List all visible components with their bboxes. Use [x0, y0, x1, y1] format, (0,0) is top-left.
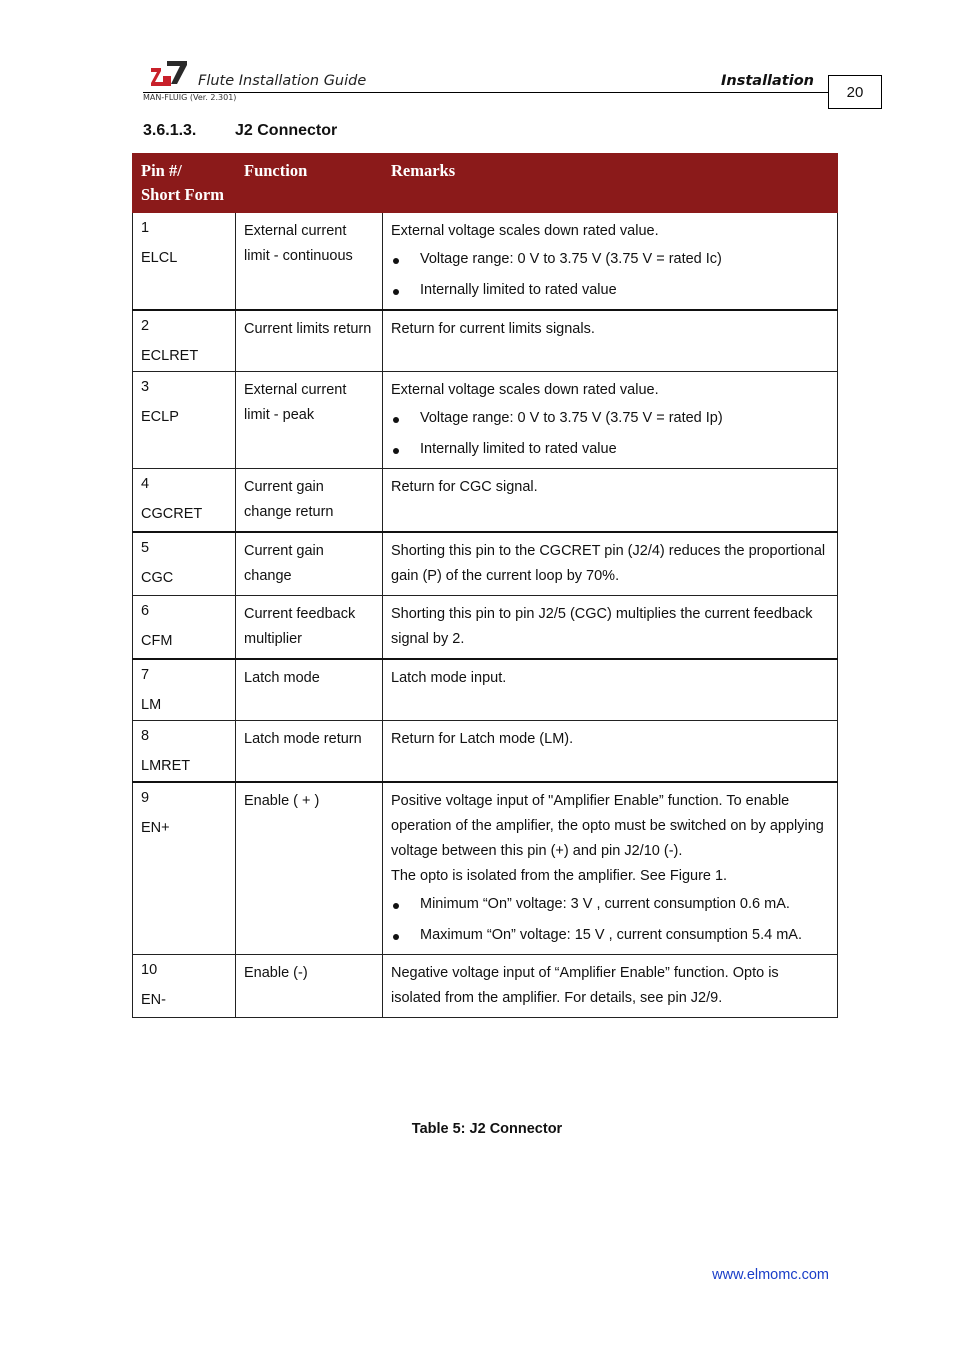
- table-row: [133, 532, 838, 596]
- function-cell: External current limit - continuous: [236, 213, 383, 311]
- pin-cell: 9 EN+: [133, 782, 236, 955]
- bullet-item: Internally limited to rated value: [391, 278, 829, 303]
- document-code: MAN-FLUIG (Ver. 2.301): [143, 93, 237, 102]
- column-header-remarks: Remarks: [383, 154, 838, 213]
- pin-cell: 3 ECLP: [133, 372, 236, 469]
- remarks-cell: External voltage scales down rated value. Voltage range: 0 V to 3.75 V (3.75 V = rated Ic) Internally limited to rated value: [383, 213, 838, 311]
- pin-cell: 6 CFM: [133, 596, 236, 660]
- remarks-cell: Latch mode input.: [383, 659, 838, 721]
- pin-cell: 10 EN-: [133, 955, 236, 1018]
- function-cell: Enable (-): [236, 955, 383, 1018]
- bullet-item: Internally limited to rated value: [391, 437, 829, 462]
- table-caption: Table 5: J2 Connector: [411, 1121, 563, 1137]
- remarks-cell: Return for Latch mode (LM).: [383, 721, 838, 783]
- pin-cell: 5 CGC: [133, 532, 236, 596]
- function-cell: Current gain change return: [236, 469, 383, 533]
- section-heading: [143, 122, 337, 140]
- function-cell: Latch mode: [236, 659, 383, 721]
- remarks-cell: Shorting this pin to pin J2/5 (CGC) multiplies the current feedback signal by 2.: [383, 596, 838, 660]
- section-title: J2 Connector: [235, 122, 338, 139]
- remarks-cell: External voltage scales down rated value. Voltage range: 0 V to 3.75 V (3.75 V = rated Ip) Internally limited to rated value: [383, 372, 838, 469]
- pin-cell: 8 LMRET: [133, 721, 236, 783]
- table-row: [133, 721, 838, 783]
- function-cell: Current gain change: [236, 532, 383, 596]
- table-row: [133, 955, 838, 1018]
- column-header-pin: Pin #/ Short Form: [133, 154, 236, 213]
- remarks-cell: Return for current limits signals.: [383, 310, 838, 372]
- pin-cell: 4 CGCRET: [133, 469, 236, 533]
- pin-cell: 7 LM: [133, 659, 236, 721]
- bullet-item: Minimum “On” voltage: 3 V , current consumption 0.6 mA.: [391, 892, 829, 917]
- section-number: 3.6.1.3.: [143, 122, 197, 139]
- bullet-item: Voltage range: 0 V to 3.75 V (3.75 V = rated Ip): [391, 406, 829, 431]
- function-cell: Current limits return: [236, 310, 383, 372]
- pin-cell: 1 ELCL: [133, 213, 236, 311]
- website-link[interactable]: www.elmomc.com: [712, 1267, 829, 1283]
- table-row: [133, 782, 838, 955]
- function-cell: Enable ( + ): [236, 782, 383, 955]
- page-header: [143, 56, 829, 102]
- table-row: [133, 310, 838, 372]
- bullet-item: Voltage range: 0 V to 3.75 V (3.75 V = rated Ic): [391, 247, 829, 272]
- function-cell: Latch mode return: [236, 721, 383, 783]
- table-row: [133, 213, 838, 311]
- column-header-function: Function: [236, 154, 383, 213]
- table-header-row: [133, 154, 838, 213]
- bullet-item: Maximum “On” voltage: 15 V , current consumption 5.4 mA.: [391, 923, 829, 948]
- section-label: Installation: [721, 73, 814, 89]
- function-cell: External current limit - peak: [236, 372, 383, 469]
- page-number: 20: [828, 75, 882, 109]
- table-row: [133, 372, 838, 469]
- table-row: [133, 659, 838, 721]
- remarks-cell: Positive voltage input of "Amplifier Enable” function. To enable operation of the amplifier, the opto must be switched on by applying voltage between this pin (+) and pin J2/10 (-). The opto is isolated from the amplifier. See Figure 1. Minimum “On” voltage: 3 V , current consumption 0.6 mA. Maximum “On” voltage: 15 V , current consumption 5.4 mA.: [383, 782, 838, 955]
- function-cell: Current feedback multiplier: [236, 596, 383, 660]
- table-row: [133, 596, 838, 660]
- header-divider: [143, 92, 829, 93]
- elmo-logo-icon: [149, 58, 189, 88]
- document-title: Flute Installation Guide: [198, 73, 367, 89]
- remarks-cell: Return for CGC signal.: [383, 469, 838, 533]
- table-row: [133, 469, 838, 533]
- pin-cell: 2 ECLRET: [133, 310, 236, 372]
- remarks-cell: Negative voltage input of “Amplifier Enable” function. Opto is isolated from the amplifier. For details, see pin J2/9.: [383, 955, 838, 1018]
- j2-connector-table: [132, 153, 838, 1018]
- remarks-cell: Shorting this pin to the CGCRET pin (J2/4) reduces the proportional gain (P) of the current loop by 70%.: [383, 532, 838, 596]
